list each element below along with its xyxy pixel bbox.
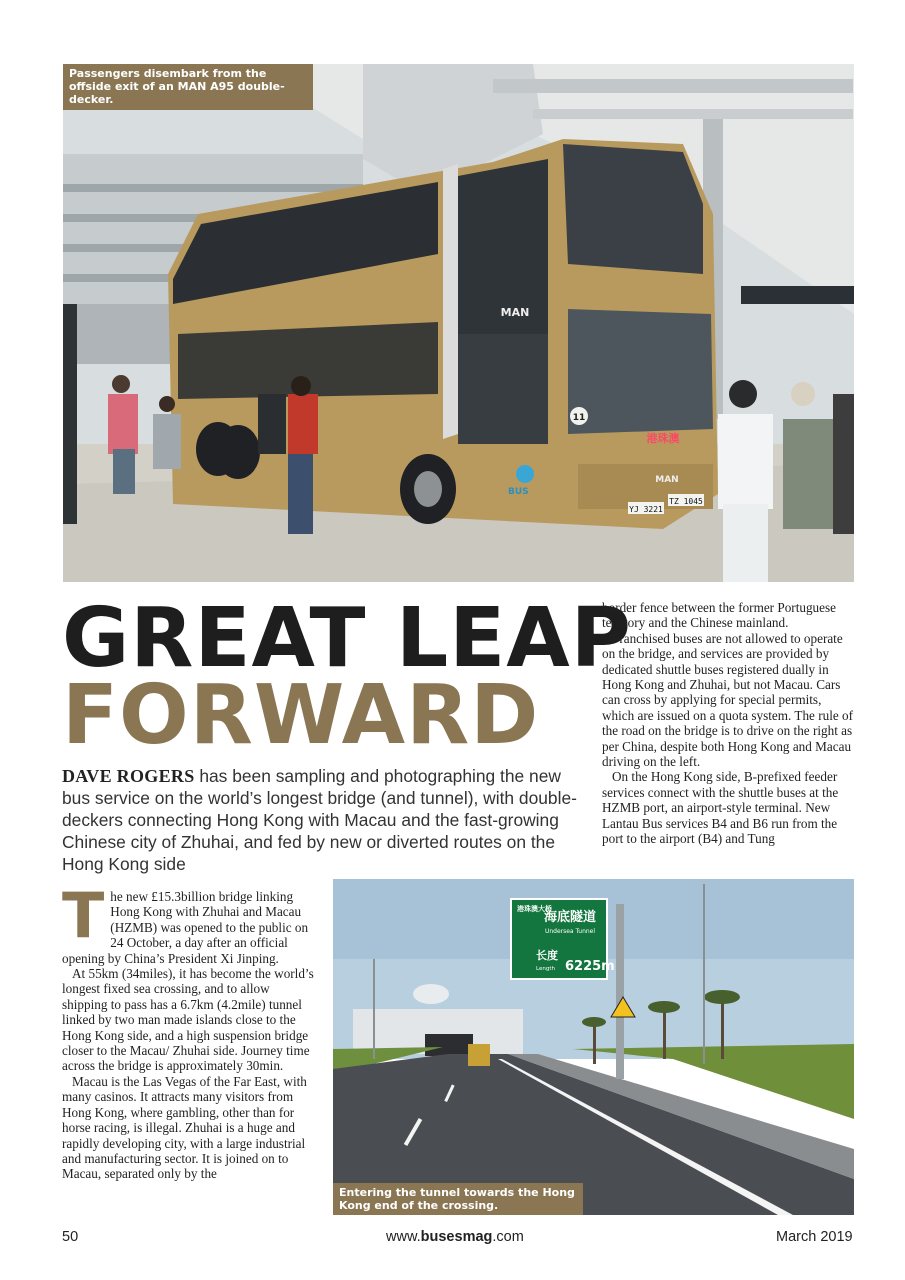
dropcap: T	[62, 879, 105, 952]
first-paragraph-text: he new £15.3billion bridge linking Hong Kong with Zhuhai and Macau (HZMB) was opened to the public on 24 October, a day after an official opening by China’s President Xi Jinping.	[62, 889, 309, 966]
headline-line-2: FORWARD	[62, 668, 540, 763]
bus-operator-logo	[516, 465, 534, 483]
left-column	[62, 879, 317, 1182]
bus-destination: 港珠澳	[646, 432, 680, 445]
body-paragraph	[62, 879, 317, 966]
standfirst-text: has been sampling and photographing the new bus service on the world’s longest bridge (and tunnel), with double-deckers connecting Hong Kong with Macau and the fast-growing Chinese city of Zhuhai, and fed by new or diverted routes on the Hong Kong side	[62, 766, 577, 874]
sign-length-value: 6225m	[565, 959, 615, 974]
top-photo-caption: Passengers disembark from the offside exit of an MAN A95 double-decker.	[63, 64, 313, 110]
issue-date: March 2019	[776, 1229, 853, 1245]
bus-brand-side: MAN	[500, 306, 530, 319]
headline-line-1: GREAT LEAP	[62, 591, 632, 686]
website-url[interactable]	[386, 1229, 524, 1245]
top-photo	[63, 64, 854, 582]
body-paragraph: Macau is the Las Vegas of the Far East, with many casinos. It attracts many visitors from Hong Kong, where gambling, other than for horse racing, is illegal. Zhuhai is a huge and rapidly developing city, with a large industrial and manufacturing sector. It is joined on to Macau, separated only by the	[62, 1073, 307, 1182]
page-number: 50	[62, 1229, 79, 1245]
bottom-photo	[333, 879, 854, 1215]
tunnel-photo-illustration	[333, 879, 854, 1215]
right-column	[602, 600, 856, 847]
sign-main: 海底隧道	[543, 910, 597, 925]
url-bold: busesmag	[420, 1229, 493, 1245]
byline-name: DAVE ROGERS	[62, 766, 195, 786]
url-suffix: .com	[492, 1229, 524, 1245]
bus-route-number: 11	[572, 413, 586, 423]
bottom-photo-caption: Entering the tunnel towards the Hong Kong end of the crossing.	[333, 1183, 583, 1215]
body-paragraph: On the Hong Kong side, B-prefixed feeder services connect with the shuttle buses at the HZMB port, an airport-style terminal. New Lantau Bus services B4 and B6 run from the port to the airport (B4) and Tung	[602, 769, 839, 847]
sign-side-text: 港珠澳大桥	[517, 905, 552, 913]
bus-photo-illustration	[63, 64, 854, 582]
body-paragraph: At 55km (34miles), it has become the world’s longest fixed sea crossing, and to allow shipping to pass has a 6.7km (4.2mile) tunnel linked by two man made islands close to the Hong Kong side, and a high suspension bridge closer to the Macau/ Zhuhai side. Journey time across the bridge is approximately 30min.	[62, 966, 314, 1074]
bus-brand-front: MAN	[655, 475, 679, 485]
bus-plate-mainland: YJ 3221	[629, 505, 663, 514]
bus-logo-text: BUS	[508, 487, 529, 497]
body-paragraph: border fence between the former Portuguese territory and the Chinese mainland.	[602, 600, 836, 631]
standfirst	[62, 765, 587, 875]
sign-sub: Undersea Tunnel	[544, 928, 596, 935]
body-paragraph: Franchised buses are not allowed to operate on the bridge, and services are provided by dedicated shuttle buses registered dually in Hong Kong and Zhuhai, but not Macau. Cars can cross by applying for special permits, which are issued on a quota system. The rule of the road on the bridge is to drive on the right as per China, despite both Hong Kong and Macau driving on the left.	[602, 630, 853, 770]
sign-length-label-en: Length	[536, 966, 555, 972]
url-prefix: www.	[386, 1229, 421, 1245]
bus-plate-hk: TZ 1045	[669, 497, 703, 506]
sign-length-label: 长度	[536, 949, 558, 962]
